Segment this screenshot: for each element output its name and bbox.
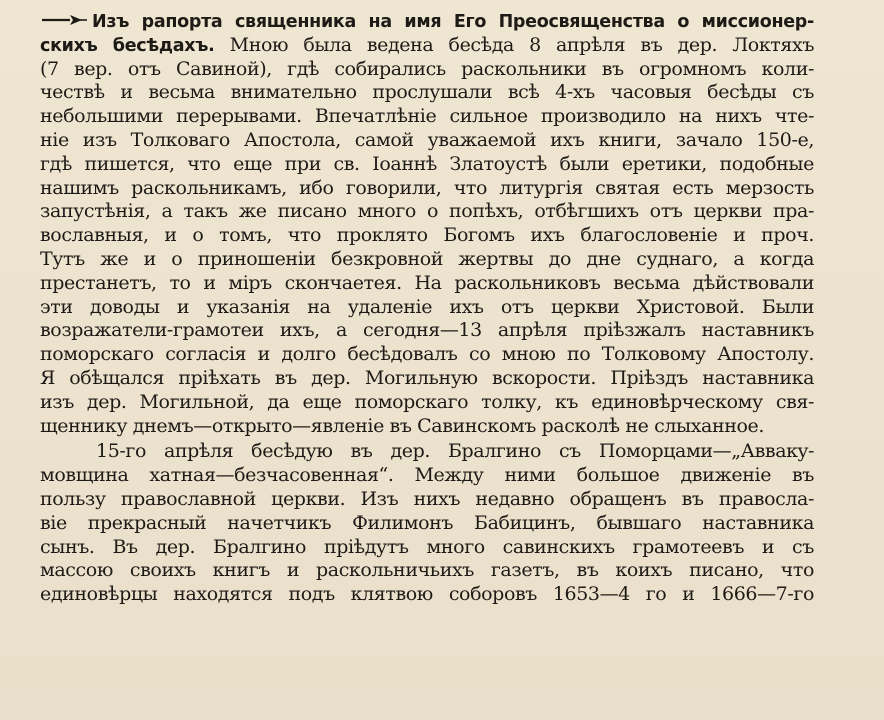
text-line: ніе изъ Толковаго Апостола, самой уважаемой ихъ книги, зачало 150-е, <box>40 128 814 151</box>
text-line: изъ дер. Могильной, да еще поморскаго толку, къ единовѣрческому свя- <box>40 390 814 413</box>
text-line: небольшими перерывами. Впечатлѣніе сильное производило на нихъ чте- <box>40 105 814 128</box>
article-heading: Изъ рапорта священника на имя Его Преосвященства о миссионер- <box>92 12 814 32</box>
text-line: единовѣрцы находятся подъ клятвою соборовъ 1653—4 го и 1666—7-го <box>40 583 814 606</box>
text-line <box>40 34 814 58</box>
text-line: пользу православной церкви. Изъ нихъ недавно обращенъ въ правосла- <box>40 487 814 510</box>
text-line: престанетъ, то и міръ скончаетея. На раскольниковъ весьма дѣйствовали <box>40 271 814 294</box>
article-heading-end: скихъ бесѣдахъ. <box>40 35 215 56</box>
text-line: Я обѣщался пріѣхать въ дер. Могильную вскорости. Пріѣздъ наставника <box>40 366 814 389</box>
text-line: эти доводы и указанія на удаленіе ихъ отъ церкви Христовой. Были <box>40 295 814 318</box>
heading-line <box>40 10 814 34</box>
text-line: массою своихъ книгъ и раскольничьихъ газетъ, въ коихъ писано, что <box>40 559 814 582</box>
text-line: (7 вер. отъ Савиной), гдѣ собирались раскольники въ огромномъ коли- <box>40 57 814 80</box>
text-line: чествѣ и весьма внимательно прослушали всѣ 4-хъ часовыя бесѣды съ <box>40 81 814 104</box>
text-line: мовщина хатная—безчасовенная“. Между ними большое движеніе въ <box>40 464 814 487</box>
text-line: возражатели-грамотеи ихъ, а сегодня—13 апрѣля пріѣзжалъ наставникъ <box>40 319 814 342</box>
article-text <box>40 10 814 607</box>
text-line: вославныя, и о томъ, что проклято Богомъ ихъ благословеніе и проч. <box>40 224 814 247</box>
text-line: гдѣ пишется, что еще при св. Іоаннѣ Златоустѣ были еретики, подобные <box>40 152 814 175</box>
text-line: нашимъ раскольникамъ, ибо говорили, что литургія святая есть мерзость <box>40 176 814 199</box>
text-line: запустѣнія, а такъ же писано много о попѣхъ, отбѣгшихъ отъ церкви пра- <box>40 200 814 223</box>
text-line: поморскаго согласія и долго бесѣдовалъ со мною по Толковому Апостолу. <box>40 343 814 366</box>
text-line: 15-го апрѣля бесѣдую въ дер. Бралгино съ Поморцами—„Аввакy- <box>96 440 814 463</box>
text-line: сынъ. Въ дер. Бралгино пріѣдутъ много савинскихъ грамотеевъ и съ <box>40 535 814 558</box>
text-line: віе прекрасный начетчикъ Филимонъ Бабицинъ, бывшаго наставника <box>40 511 814 534</box>
text-fragment: Мною была ведена бесѣда 8 апрѣля въ дер. Локтяхъ <box>214 33 815 56</box>
text-line: Тутъ же и о приношеніи безкровной жертвы до дне суднаго, а когда <box>40 247 814 270</box>
pointing-hand-icon <box>40 14 88 26</box>
text-line: щеннику днемъ—открыто—явленіе въ Савинскомъ расколѣ не слыханное. <box>40 414 765 437</box>
